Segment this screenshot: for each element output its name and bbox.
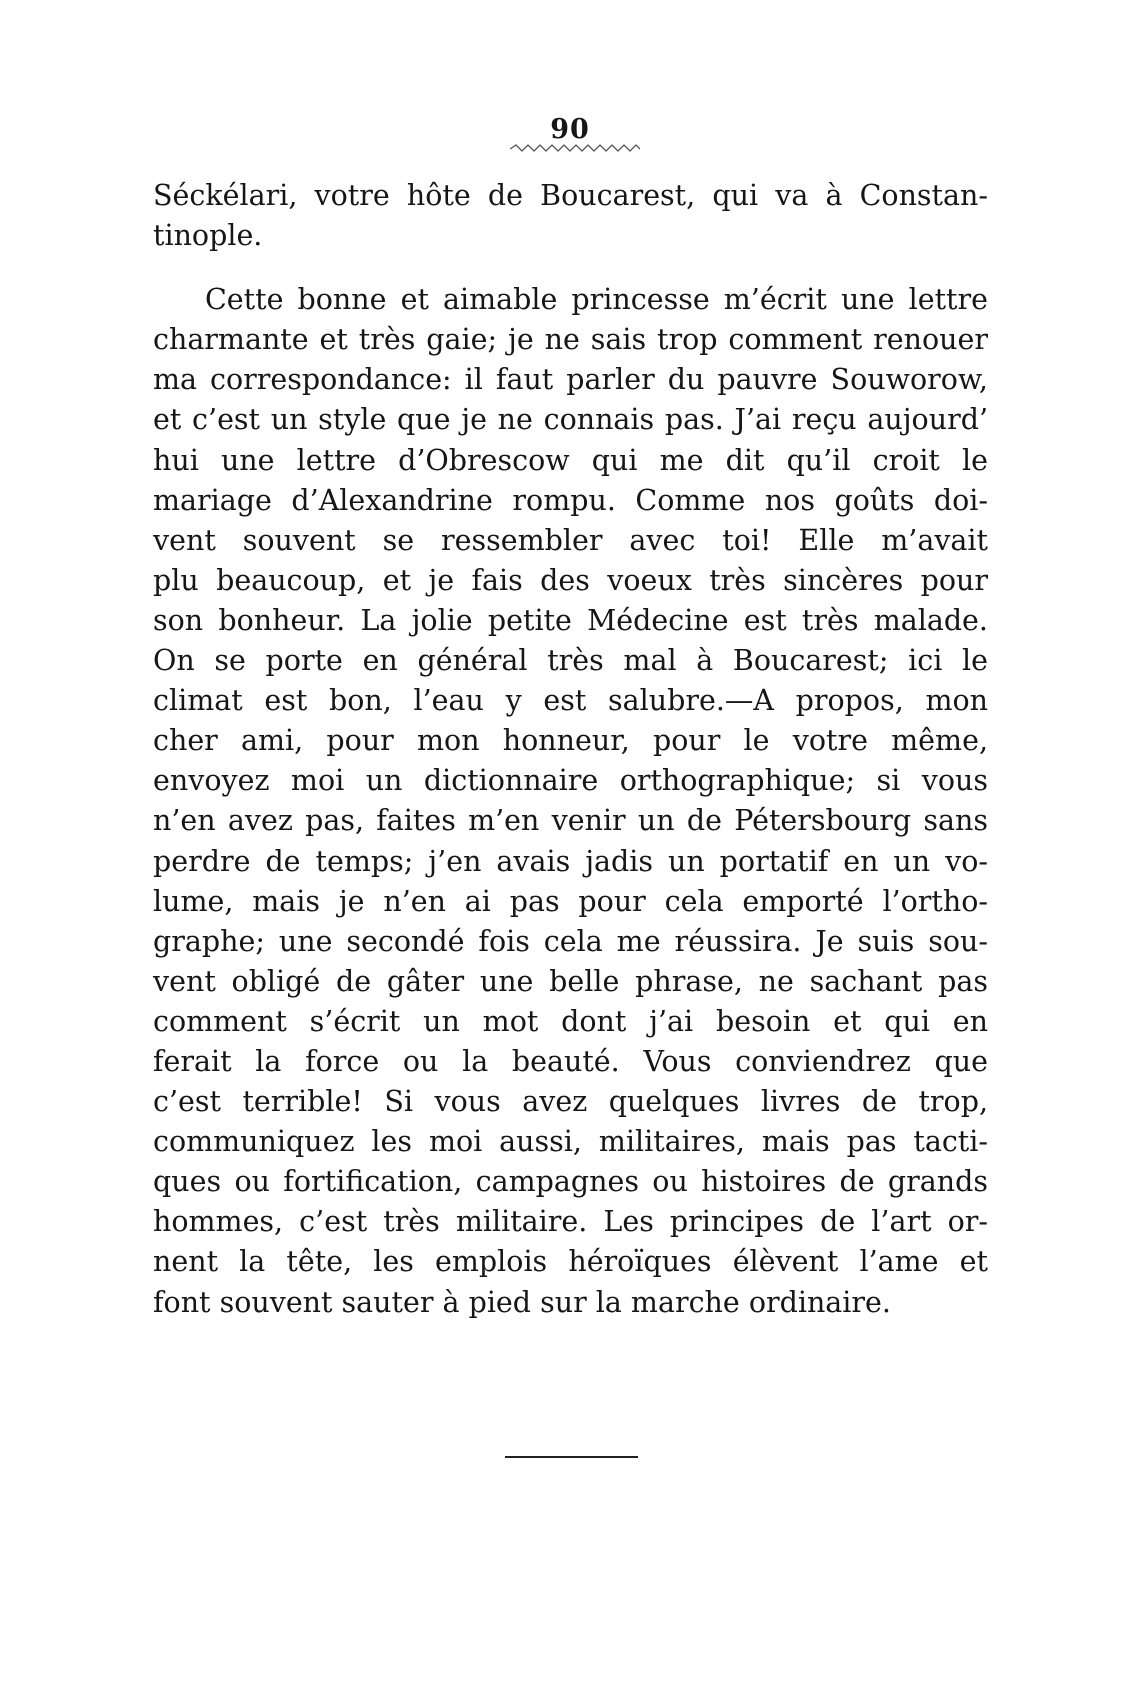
text-line: ferait la force ou la beauté. Vous conviendrez que	[153, 1044, 988, 1078]
text-line: tinople.	[153, 219, 263, 253]
text-line: n’en avez pas, faites m’en venir un de Pétersbourg sans	[153, 804, 988, 838]
text-line: On se porte en général très mal à Boucarest; ici le	[153, 644, 988, 678]
text-line: et c’est un style que je ne connais pas. J’ai reçu aujourd’	[153, 403, 988, 437]
text-line: ma correspondance: il faut parler du pauvre Souworow,	[153, 363, 988, 397]
body-text	[153, 176, 988, 1323]
text-line: vent souvent se ressembler avec toi! Elle m’avait	[153, 523, 988, 557]
text-line: envoyez moi un dictionnaire orthographique; si vous	[153, 764, 988, 798]
paragraph	[153, 280, 988, 1322]
text-line: mariage d’Alexandrine rompu. Comme nos goûts doi-	[153, 483, 988, 517]
text-line: comment s’écrit un mot dont j’ai besoin et qui en	[153, 1004, 988, 1038]
page-number: 90	[550, 114, 590, 145]
text-line: plu beaucoup, et je fais des voeux très sincères pour	[153, 563, 988, 597]
text-line: ques ou fortification, campagnes ou histoires de grands	[153, 1165, 988, 1199]
text-line: hommes, c’est très militaire. Les principes de l’art or-	[153, 1205, 988, 1239]
text-line: Cette bonne et aimable princesse m’écrit une lettre	[205, 283, 988, 317]
text-line: communiquez les moi aussi, militaires, mais pas tacti-	[153, 1125, 988, 1159]
text-line: Séckélari, votre hôte de Boucarest, qui va à Constan-	[153, 179, 988, 212]
text-line: font souvent sauter à pied sur la marche ordinaire.	[153, 1285, 891, 1319]
text-line: nent la tête, les emplois héroïques élèvent l’ame et	[153, 1245, 988, 1279]
text-line: perdre de temps; j’en avais jadis un portatif en un vo-	[153, 844, 988, 878]
text-line: charmante et très gaie; je ne sais trop comment renouer	[153, 323, 988, 357]
paragraph-gap	[153, 256, 988, 280]
text-line: son bonheur. La jolie petite Médecine est très malade.	[153, 603, 988, 637]
text-line: vent obligé de gâter une belle phrase, ne sachant pas	[153, 964, 988, 998]
page-number-ornament	[510, 143, 640, 155]
text-line: hui une lettre d’Obrescow qui me dit qu’il croit le	[153, 443, 988, 477]
text-line: climat est bon, l’eau y est salubre.—A propos, mon	[153, 684, 988, 718]
text-line: graphe; une secondé fois cela me réussira. Je suis sou-	[153, 924, 988, 958]
text-line: c’est terrible! Si vous avez quelques livres de trop,	[153, 1085, 988, 1119]
text-line: lume, mais je n’en ai pas pour cela emporté l’ortho-	[153, 884, 988, 918]
footer-rule	[505, 1456, 638, 1458]
text-line: cher ami, pour mon honneur, pour le votre même,	[153, 724, 988, 758]
paragraph	[153, 176, 988, 256]
